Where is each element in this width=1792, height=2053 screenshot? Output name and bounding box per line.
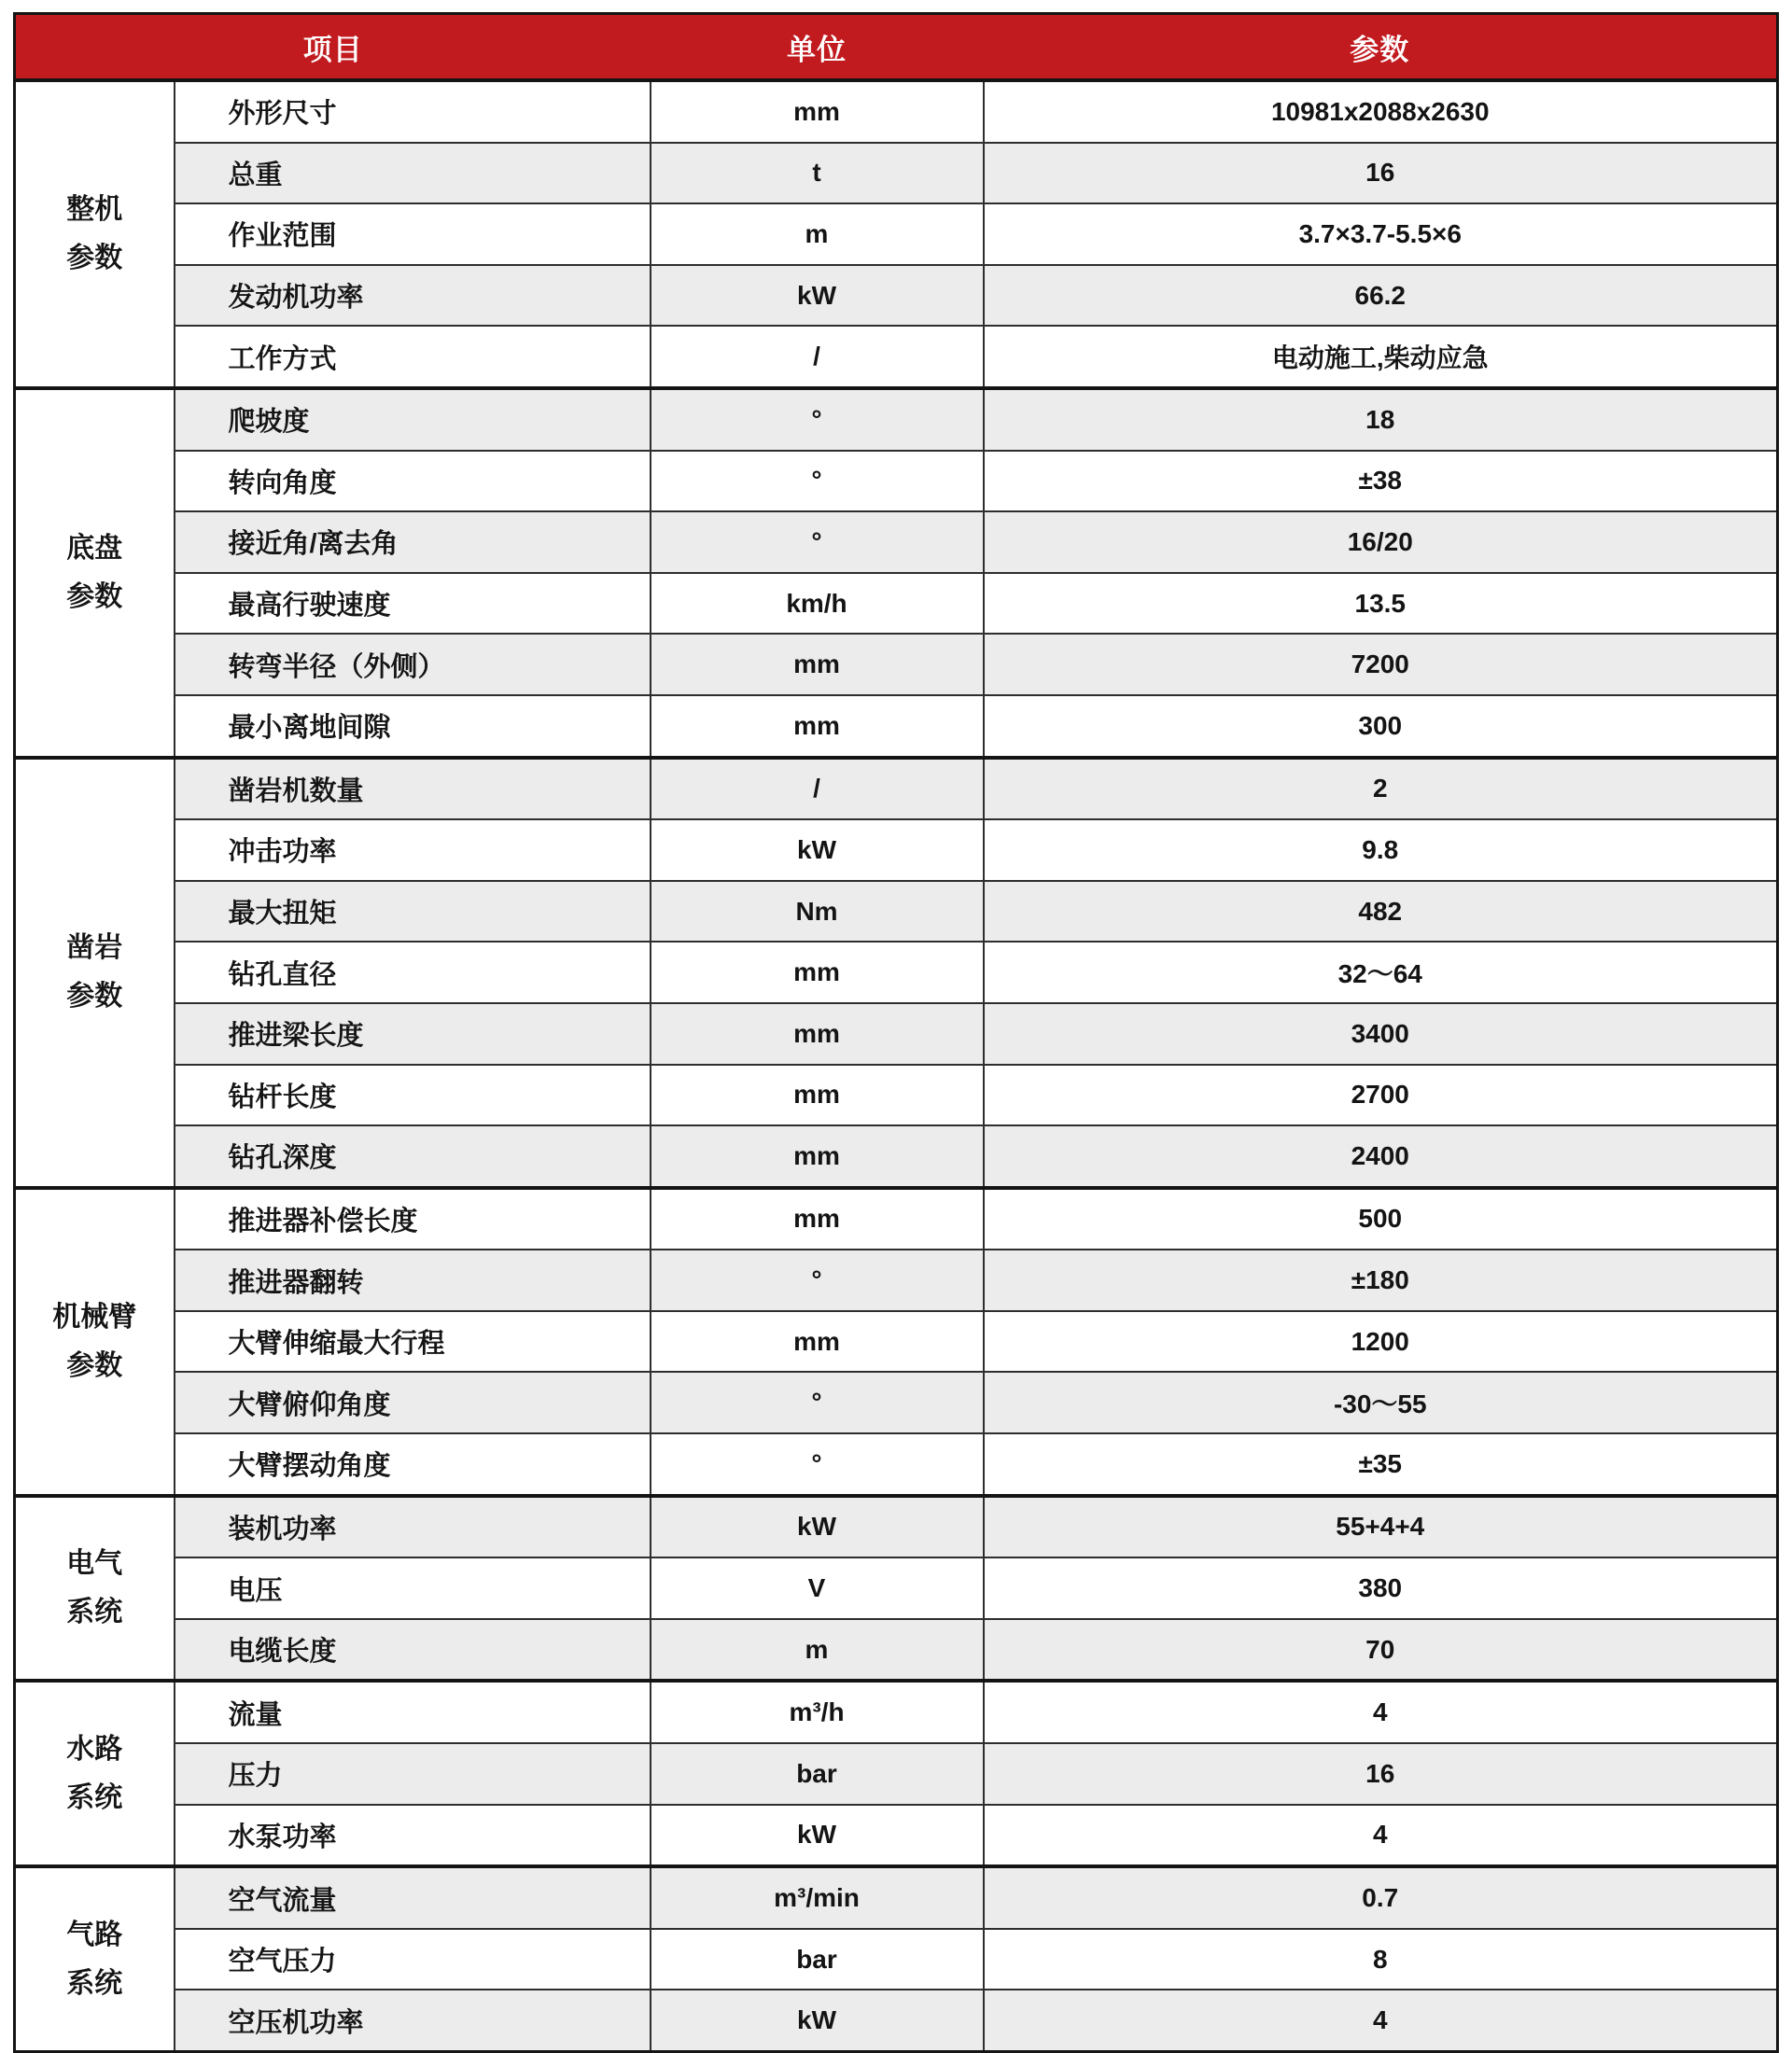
- spec-unit-cell: mm: [651, 634, 984, 695]
- table-row: [15, 634, 1778, 695]
- spec-unit-cell: mm: [651, 1188, 984, 1250]
- group-label-line: 气路: [66, 1919, 123, 1950]
- spec-item-cell: 推进梁长度: [175, 1003, 651, 1065]
- table-row: [15, 1125, 1778, 1188]
- spec-unit-cell: bar: [651, 1929, 984, 1990]
- spec-unit-cell: bar: [651, 1743, 984, 1805]
- spec-value-cell: 8: [984, 1929, 1778, 1990]
- table-row: [15, 1065, 1778, 1126]
- spec-unit-cell: °: [651, 511, 984, 573]
- table-row: [15, 80, 1778, 143]
- spec-item-cell: 转向角度: [175, 451, 651, 512]
- spec-item-cell: 发动机功率: [175, 265, 651, 327]
- spec-value-cell: -30～55: [984, 1372, 1778, 1433]
- spec-value-cell: 2: [984, 758, 1778, 820]
- group-label-line: 系统: [66, 1967, 123, 1999]
- spec-item-cell: 推进器翻转: [175, 1250, 651, 1311]
- spec-unit-cell: °: [651, 1433, 984, 1496]
- spec-unit-cell: kW: [651, 1496, 984, 1558]
- spec-value-cell: 10981x2088x2630: [984, 80, 1778, 143]
- spec-unit-cell: mm: [651, 80, 984, 143]
- spec-value-cell: 电动施工,柴动应急: [984, 326, 1778, 388]
- spec-unit-cell: mm: [651, 1311, 984, 1373]
- group-label-line: 水路: [66, 1733, 123, 1765]
- table-row: [15, 326, 1778, 388]
- spec-value-cell: 13.5: [984, 573, 1778, 635]
- spec-item-cell: 装机功率: [175, 1496, 651, 1558]
- spec-value-cell: 70: [984, 1619, 1778, 1682]
- spec-item-cell: 空气流量: [175, 1866, 651, 1929]
- group-label-cell: [15, 388, 175, 758]
- table-row: [15, 511, 1778, 573]
- group-label-line: 参数: [66, 580, 123, 612]
- spec-item-cell: 电缆长度: [175, 1619, 651, 1682]
- spec-unit-cell: t: [651, 143, 984, 204]
- spec-item-cell: 钻孔深度: [175, 1125, 651, 1188]
- table-row: [15, 758, 1778, 820]
- table-row: [15, 1433, 1778, 1496]
- spec-unit-cell: °: [651, 1372, 984, 1433]
- table-row: [15, 451, 1778, 512]
- spec-item-cell: 钻杆长度: [175, 1065, 651, 1126]
- spec-value-cell: ±35: [984, 1433, 1778, 1496]
- spec-value-cell: 2400: [984, 1125, 1778, 1188]
- spec-value-cell: 16: [984, 1743, 1778, 1805]
- group-label-line: 参数: [66, 242, 123, 273]
- spec-item-cell: 工作方式: [175, 326, 651, 388]
- group-label-cell: [15, 1681, 175, 1866]
- spec-item-cell: 最小离地间隙: [175, 695, 651, 758]
- table-row: [15, 1929, 1778, 1990]
- spec-unit-cell: /: [651, 326, 984, 388]
- spec-item-cell: 外形尺寸: [175, 80, 651, 143]
- spec-item-cell: 冲击功率: [175, 819, 651, 881]
- spec-unit-cell: kW: [651, 1805, 984, 1867]
- spec-item-cell: 凿岩机数量: [175, 758, 651, 820]
- column-header-unit: 单位: [651, 14, 984, 81]
- spec-value-cell: 500: [984, 1188, 1778, 1250]
- group-label-cell: [15, 1866, 175, 2051]
- spec-unit-cell: mm: [651, 1003, 984, 1065]
- spec-unit-cell: V: [651, 1557, 984, 1619]
- table-row: [15, 1866, 1778, 1929]
- group-label-line: 凿岩: [66, 932, 123, 964]
- spec-item-cell: 大臂俯仰角度: [175, 1372, 651, 1433]
- group-label-line: 底盘: [66, 532, 123, 564]
- spec-item-cell: 最大扭矩: [175, 881, 651, 943]
- spec-item-cell: 爬坡度: [175, 388, 651, 451]
- spec-unit-cell: Nm: [651, 881, 984, 943]
- spec-unit-cell: mm: [651, 1125, 984, 1188]
- table-row: [15, 265, 1778, 327]
- spec-unit-cell: m³/h: [651, 1681, 984, 1743]
- spec-value-cell: 0.7: [984, 1866, 1778, 1929]
- table-row: [15, 1557, 1778, 1619]
- table-row: [15, 203, 1778, 265]
- table-row: [15, 1805, 1778, 1867]
- spec-value-cell: 3400: [984, 1003, 1778, 1065]
- spec-item-cell: 总重: [175, 143, 651, 204]
- spec-value-cell: 4: [984, 1681, 1778, 1743]
- table-row: [15, 695, 1778, 758]
- column-header-item: 项目: [15, 14, 651, 81]
- spec-item-cell: 大臂摆动角度: [175, 1433, 651, 1496]
- spec-value-cell: 9.8: [984, 819, 1778, 881]
- spec-value-cell: 18: [984, 388, 1778, 451]
- spec-unit-cell: kW: [651, 819, 984, 881]
- table-header: [15, 14, 1778, 81]
- spec-value-cell: 380: [984, 1557, 1778, 1619]
- spec-item-cell: 空压机功率: [175, 1990, 651, 2051]
- spec-unit-cell: mm: [651, 942, 984, 1003]
- spec-value-cell: ±180: [984, 1250, 1778, 1311]
- spec-value-cell: 32～64: [984, 942, 1778, 1003]
- spec-unit-cell: /: [651, 758, 984, 820]
- spec-value-cell: 482: [984, 881, 1778, 943]
- spec-item-cell: 压力: [175, 1743, 651, 1805]
- spec-value-cell: 4: [984, 1990, 1778, 2051]
- group-label-line: 参数: [66, 1349, 123, 1381]
- table-row: [15, 1250, 1778, 1311]
- spec-value-cell: 66.2: [984, 265, 1778, 327]
- spec-table: [13, 12, 1779, 2053]
- spec-value-cell: 55+4+4: [984, 1496, 1778, 1558]
- table-row: [15, 819, 1778, 881]
- group-label-line: 系统: [66, 1781, 123, 1813]
- spec-item-cell: 水泵功率: [175, 1805, 651, 1867]
- table-row: [15, 1681, 1778, 1743]
- table-row: [15, 573, 1778, 635]
- group-label-cell: [15, 1496, 175, 1682]
- spec-item-cell: 接近角/离去角: [175, 511, 651, 573]
- spec-item-cell: 作业范围: [175, 203, 651, 265]
- table-row: [15, 143, 1778, 204]
- table-row: [15, 1372, 1778, 1433]
- spec-unit-cell: m³/min: [651, 1866, 984, 1929]
- spec-value-cell: 300: [984, 695, 1778, 758]
- spec-item-cell: 钻孔直径: [175, 942, 651, 1003]
- group-label-cell: [15, 758, 175, 1188]
- table-row: [15, 1496, 1778, 1558]
- group-label-line: 系统: [66, 1597, 123, 1628]
- spec-item-cell: 大臂伸缩最大行程: [175, 1311, 651, 1373]
- spec-value-cell: 4: [984, 1805, 1778, 1867]
- spec-value-cell: 16/20: [984, 511, 1778, 573]
- spec-item-cell: 转弯半径（外侧）: [175, 634, 651, 695]
- spec-unit-cell: mm: [651, 1065, 984, 1126]
- table-row: [15, 881, 1778, 943]
- spec-value-cell: 1200: [984, 1311, 1778, 1373]
- spec-unit-cell: °: [651, 388, 984, 451]
- table-row: [15, 942, 1778, 1003]
- spec-item-cell: 空气压力: [175, 1929, 651, 1990]
- spec-unit-cell: km/h: [651, 573, 984, 635]
- group-label-line: 电气: [66, 1548, 123, 1580]
- group-label-cell: [15, 1188, 175, 1496]
- table-row: [15, 1003, 1778, 1065]
- spec-value-cell: 16: [984, 143, 1778, 204]
- spec-value-cell: 7200: [984, 634, 1778, 695]
- spec-item-cell: 流量: [175, 1681, 651, 1743]
- column-header-value: 参数: [984, 14, 1778, 81]
- table-row: [15, 388, 1778, 451]
- group-label-cell: [15, 80, 175, 388]
- spec-item-cell: 推进器补偿长度: [175, 1188, 651, 1250]
- table-row: [15, 1743, 1778, 1805]
- spec-item-cell: 最高行驶速度: [175, 573, 651, 635]
- group-label-line: 整机: [66, 193, 123, 225]
- spec-value-cell: 2700: [984, 1065, 1778, 1126]
- header-row: [15, 14, 1778, 81]
- spec-unit-cell: °: [651, 1250, 984, 1311]
- group-label-line: 参数: [66, 981, 123, 1013]
- table-row: [15, 1990, 1778, 2051]
- spec-item-cell: 电压: [175, 1557, 651, 1619]
- spec-unit-cell: m: [651, 203, 984, 265]
- spec-unit-cell: °: [651, 451, 984, 512]
- table-row: [15, 1188, 1778, 1250]
- spec-value-cell: 3.7×3.7-5.5×6: [984, 203, 1778, 265]
- table-row: [15, 1311, 1778, 1373]
- spec-unit-cell: kW: [651, 1990, 984, 2051]
- spec-unit-cell: mm: [651, 695, 984, 758]
- spec-unit-cell: m: [651, 1619, 984, 1682]
- table-row: [15, 1619, 1778, 1682]
- group-label-line: 机械臂: [52, 1301, 137, 1333]
- spec-unit-cell: kW: [651, 265, 984, 327]
- spec-value-cell: ±38: [984, 451, 1778, 512]
